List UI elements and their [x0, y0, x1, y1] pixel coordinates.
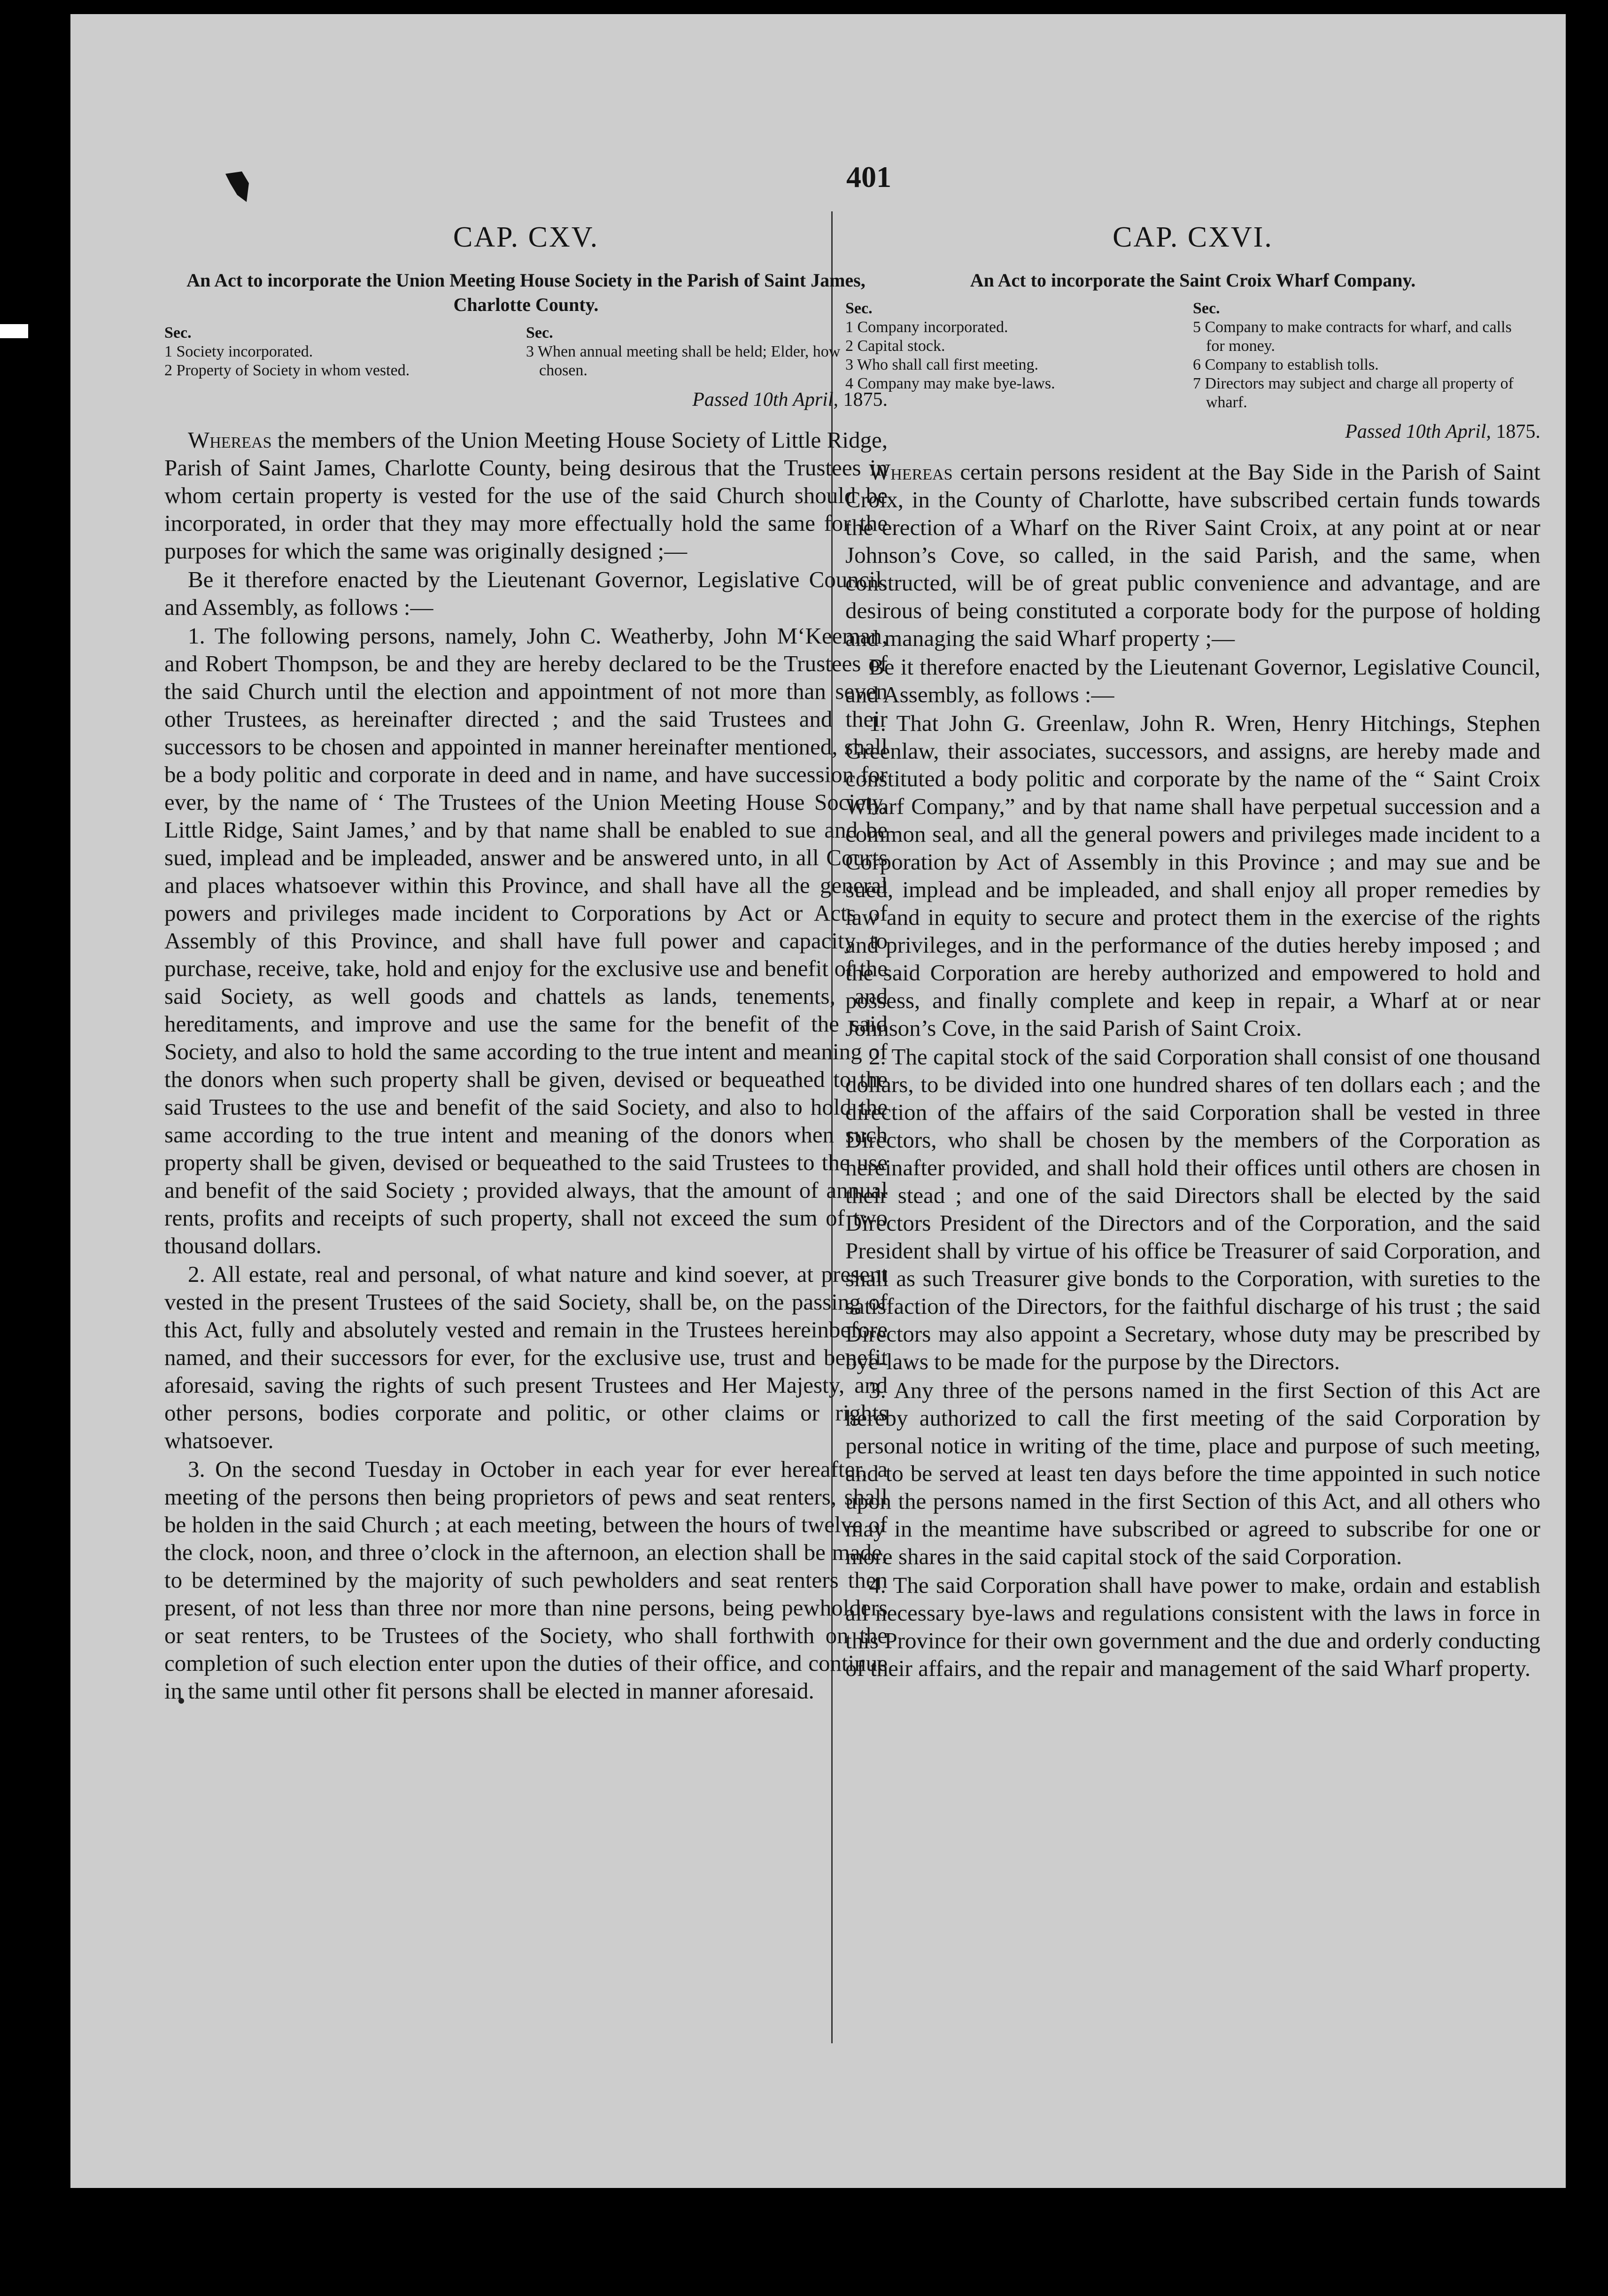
whereas-word: Whereas [869, 459, 953, 485]
section-index-item: 1 Society incorporated. [164, 343, 313, 360]
page-number: 401 [846, 160, 891, 194]
passed-year: 1875. [843, 389, 888, 411]
section-index-column [526, 324, 888, 380]
section-index-column [845, 299, 1193, 412]
section-index-item: 7 Directors may subject and charge all property of wharf. [1193, 375, 1514, 411]
passed-label: Passed 10th April, [692, 389, 838, 411]
section-index-head: Sec. [845, 300, 873, 317]
chapter-heading: CAP. CXVI. [1113, 221, 1273, 253]
section-index-item: 6 Company to establish tolls. [1193, 356, 1379, 373]
section-index [164, 324, 888, 380]
section-index-item: 3 Who shall call first meeting. [845, 356, 1039, 373]
section-paragraph: 2. The capital stock of the said Corporation shall consist of one thousand dollars, to be divided into one hundred shares of ten dollars each ; and the direction of the affairs of the said Corporation shall be vested in three Directors, who shall be chosen by the members of the Corporation as hereinafter provided, and shall hold their offices until others are chosen in their stead ; and one of the said Directors shall be elected by the said Directors President of the Directors and of the Corporation, and the said President shall by virtue of his office be Treasurer of said Corporation, and shall as such Treasurer give bonds to the Corporation, with sureties to the satisfaction of the Directors, for the faithful discharge of his trust ; the said Directors may also appoint a Secretary, whose duty may be prescribed by bye-laws to be made for the purpose by the Directors. [845, 1044, 1540, 1374]
section-index-head: Sec. [1193, 300, 1220, 317]
section-index-item: 3 When annual meeting shall be held; Elder, how chosen. [526, 343, 841, 379]
scanned-page [70, 14, 1566, 2188]
section-index-item: 4 Company may make bye-laws. [845, 375, 1055, 392]
scan-edge-mark [0, 324, 28, 338]
section-index-column [1193, 299, 1540, 412]
act-title: An Act to incorporate the Union Meeting House Society in the Parish of Saint James, Charlotte County. [186, 270, 866, 315]
passed-year: 1875. [1496, 421, 1540, 442]
preamble-text: the members of the Union Meeting House Society of Little Ridge, Parish of Saint James, Charlotte County, being desirous that the Trustees in whom certain property is vested for the use of the said Church should be incorporated, in order that they may more effectually hold the same for the purposes for which the same was originally designed ;— [164, 427, 888, 564]
left-column [164, 221, 888, 1706]
section-paragraph: 1. The following persons, namely, John C. Weatherby, John M‘Keeman, and Robert Thompson, be and they are hereby declared to be the Trustees of the said Church until the election and appointment of not more than seven other Trustees, as hereinafter directed ; and the said Trustees and their successors to be chosen and appointed in manner hereinafter mentioned, shall be a body politic and corporate in deed and in name, and have succession for ever, by the name of ‘ The Trustees of the Union Meeting House Society, Little Ridge, Saint James,’ and by that name shall be enabled to sue and be sued, implead and be impleaded, answer and be answered unto, in all Courts and places whatsoever within this Province, and shall have all the general powers and privileges made incident to Corporations by Act or Acts of Assembly of this Province, and shall have full power and capacity to purchase, receive, take, hold and enjoy for the exclusive use and benefit of the said Society, as well goods and chattels as lands, tenements, and hereditaments, and improve and use the same for the benefit of the said Society, and also to hold the same according to the true intent and meaning of the donors when such property shall be given, devised or bequeathed to the said Trustees to the use and benefit of the said Society, and also to hold the same according to the true intent and meaning of the donors when such property shall be given, devised or bequeathed to the said Trustees to the use and benefit of the said Society ; provided always, that the amount of annual rents, profits and receipts of such property, shall not exceed the sum of two thousand dollars. [164, 623, 888, 1258]
preamble-paragraph [164, 426, 888, 565]
preamble-text: certain persons resident at the Bay Side in the Parish of Saint Croix, in the County of Charlotte, have subscribed certain funds towards the erection of a Wharf on the River Saint Croix, at any point at or near Johnson’s Cove, so called, in the said Parish, and the same, when constructed, will be of great public convenience and advantage, and are desirous of being constituted a corporate body for the purpose of holding and managing the said Wharf property ;— [845, 459, 1540, 651]
right-column [845, 221, 1540, 1683]
passed-label: Passed 10th April, [1345, 421, 1491, 442]
section-index-item: 2 Property of Society in whom vested. [164, 362, 410, 379]
preamble-paragraph [845, 458, 1540, 652]
section-paragraph: 3. On the second Tuesday in October in each year for ever hereafter, a meeting of the persons then being proprietors of pews and seat renters, shall be holden in the said Church ; at each meeting, between the hours of twelve of the clock, noon, and three o’clock in the afternoon, an election shall be made, to be determined by the majority of such pewholders and seat renters then present, of not less than three nor more than nine persons, being pewholders or seat renters, to be Trustees of the Society, who shall forthwith on the completion of such election enter upon the duties of their office, and continue in the same until other fit persons shall be elected in manner aforesaid. [164, 1456, 888, 1704]
section-paragraph: 4. The said Corporation shall have power to make, ordain and establish all necessary bye-laws and regulations consistent with the laws in force in this Province for their own government and the due and orderly conducting of their affairs, and the repair and management of the said Wharf property. [845, 1572, 1540, 1681]
section-paragraph: 2. All estate, real and personal, of what nature and kind soever, at present vested in the present Trustees of the said Society, shall be, on the passing of this Act, fully and absolutely vested and remain in the Trustees hereinbefore named, and their successors for ever, for the exclusive use, trust and benefit aforesaid, saving the rights of such present Trustees and Her Majesty, and other persons, bodies corporate and politic, or other claims or rights whatsoever. [164, 1261, 888, 1453]
section-index-item: 5 Company to make contracts for wharf, and calls for money. [1193, 318, 1512, 355]
section-index [845, 299, 1540, 412]
section-index-item: 1 Company incorporated. [845, 318, 1008, 336]
whereas-word: Whereas [188, 427, 272, 453]
section-paragraph: 3. Any three of the persons named in the first Section of this Act are hereby authorized to call the first meeting of the said Corporation by personal notice in writing of the time, place and purpose of such meeting, and to be served at least ten days before the time appointed in such notice upon the persons named in the first Section of this Act, and all others who may in the meantime have subscribed or agreed to subscribe for one or more shares in the said capital stock of the said Corporation. [845, 1377, 1540, 1569]
section-index-item: 2 Capital stock. [845, 337, 945, 355]
section-paragraph: 1. That John G. Greenlaw, John R. Wren, Henry Hitchings, Stephen Greenlaw, their associates, successors, and assigns, are hereby made and constituted a body politic and corporate by the name of the “ Saint Croix Wharf Company,” and by that name shall have perpetual succession and a common seal, and all the general powers and privileges made incident to a Corporation by Act of Assembly in this Province ; and may sue and be sued, implead and be impleaded, and shall enjoy all proper remedies by law and in equity to secure and protect them in the exercise of the rights and privileges, and in the performance of the duties hereby imposed ; and the said Corporation are hereby authorized and empowered to hold and possess, and finally complete and keep in repair, a Wharf at or near Johnson’s Cove, in the said Parish of Saint Croix. [845, 710, 1540, 1041]
section-index-head: Sec. [526, 324, 553, 341]
act-title: An Act to incorporate the Saint Croix Wharf Company. [970, 270, 1416, 291]
ink-blot-mark [221, 169, 254, 207]
chapter-heading: CAP. CXV. [453, 221, 599, 253]
section-index-head: Sec. [164, 324, 192, 341]
passed-date [164, 388, 888, 411]
passed-date [845, 420, 1540, 443]
enacting-clause: Be it therefore enacted by the Lieutenant Governor, Legislative Council, and Assembly, as follows :— [164, 566, 888, 620]
enacting-clause: Be it therefore enacted by the Lieutenant Governor, Legislative Council, and Assembly, as follows :— [845, 654, 1540, 707]
section-index-column [164, 324, 526, 380]
